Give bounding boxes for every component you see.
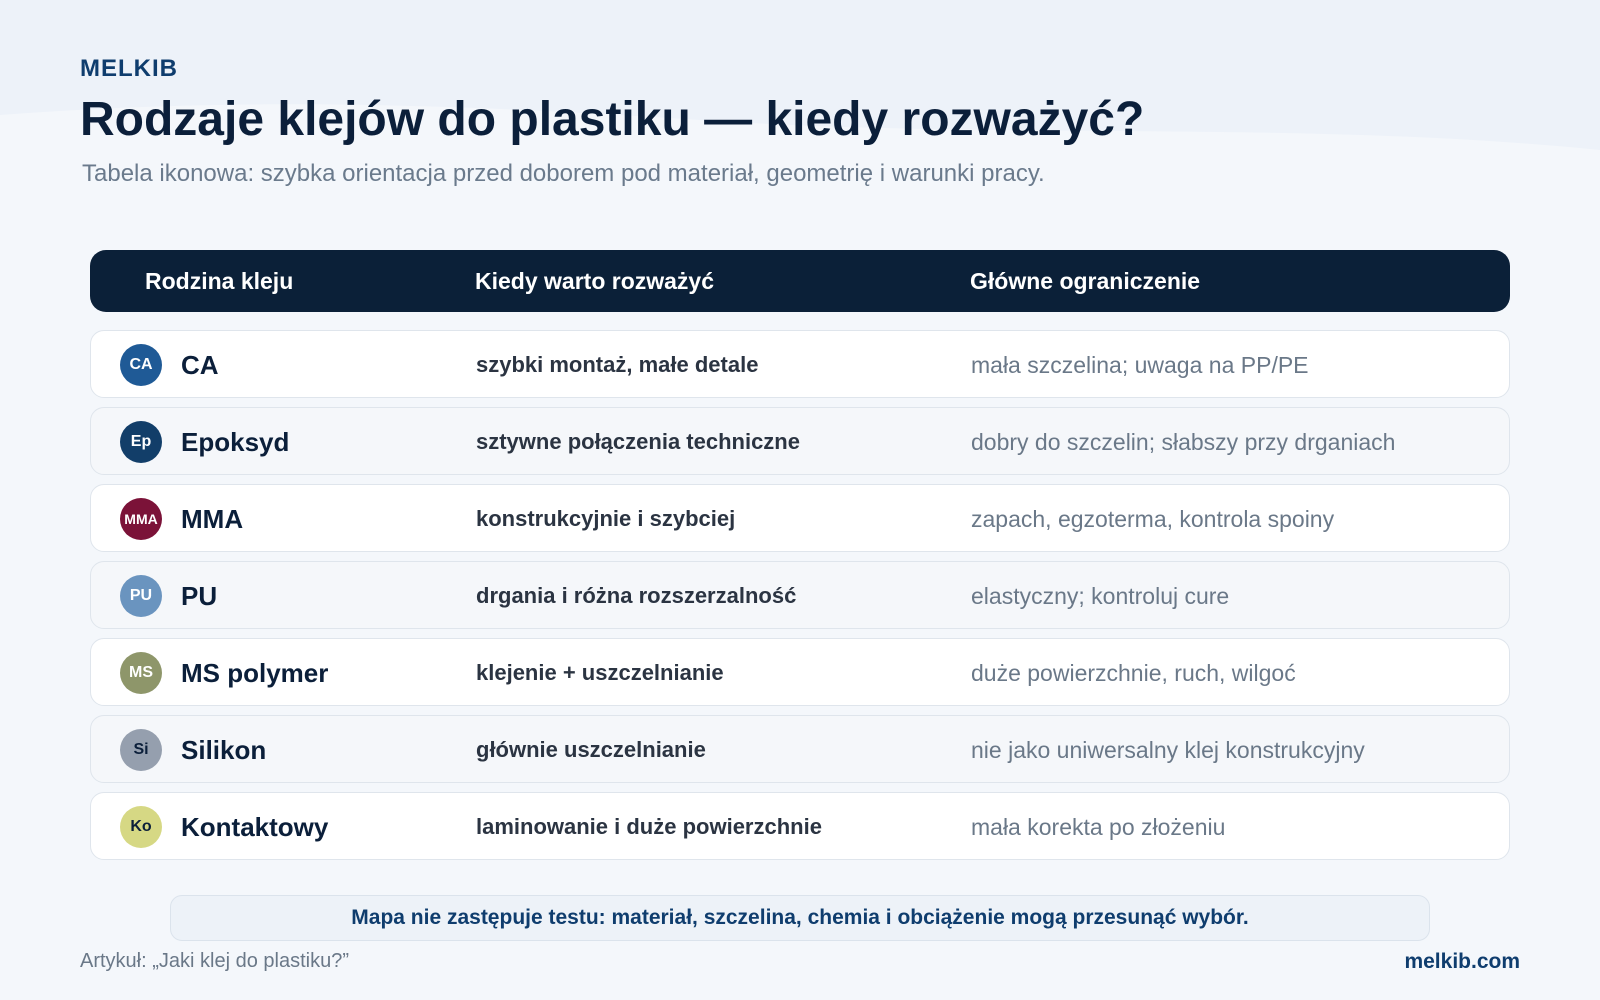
table-row (90, 330, 1510, 398)
when-to-consider: laminowanie i duże powierzchnie (476, 814, 822, 839)
family-name: MMA (181, 504, 244, 534)
table-row (90, 792, 1510, 860)
when-to-consider: klejenie + uszczelnianie (476, 660, 724, 685)
table-row (90, 407, 1510, 475)
table-row (90, 638, 1510, 706)
family-name: Silikon (181, 735, 267, 765)
page-title: Rodzaje klejów do plastiku — kiedy rozważyć? (80, 93, 1145, 146)
family-badge-icon: MMA (120, 498, 162, 540)
family-name: Epoksyd (181, 427, 290, 457)
family-badge-icon: Ko (120, 806, 162, 848)
site-link[interactable]: melkib.com (1404, 950, 1520, 973)
table-header (90, 250, 1510, 312)
family-name: PU (181, 581, 218, 611)
table-row (90, 561, 1510, 629)
when-to-consider: konstrukcyjnie i szybciej (476, 506, 736, 531)
article-reference: Artykuł: „Jaki klej do plastiku?” (80, 950, 349, 972)
main-limitation: elastyczny; kontroluj cure (971, 583, 1230, 609)
family-badge-icon: Si (120, 729, 162, 771)
main-limitation: zapach, egzoterma, kontrola spoiny (971, 506, 1335, 532)
column-header-when: Kiedy warto rozważyć (475, 268, 715, 294)
family-badge-icon: CA (120, 344, 162, 386)
when-to-consider: głównie uszczelnianie (476, 737, 706, 762)
table-row (90, 484, 1510, 552)
brand-name: MELKIB (80, 55, 178, 82)
page-subtitle: Tabela ikonowa: szybka orientacja przed doborem pod materiał, geometrię i warunki pracy. (82, 160, 1045, 187)
family-badge-icon: MS (120, 652, 162, 694)
when-to-consider: sztywne połączenia techniczne (476, 429, 800, 454)
column-header-family: Rodzina kleju (145, 268, 294, 294)
family-name: MS polymer (181, 658, 329, 688)
main-limitation: nie jako uniwersalny klej konstrukcyjny (971, 737, 1365, 763)
column-header-limit: Główne ograniczenie (970, 268, 1201, 294)
family-badge-icon: Ep (120, 421, 162, 463)
disclaimer-note: Mapa nie zastępuje testu: materiał, szczelina, chemia i obciążenie mogą przesunąć wybór. (170, 895, 1430, 941)
main-limitation: duże powierzchnie, ruch, wilgoć (971, 660, 1296, 686)
main-limitation: mała korekta po złożeniu (971, 814, 1226, 840)
family-name: Kontaktowy (181, 812, 329, 842)
family-badge-icon: PU (120, 575, 162, 617)
when-to-consider: drgania i różna rozszerzalność (476, 583, 797, 608)
when-to-consider: szybki montaż, małe detale (476, 352, 759, 377)
main-limitation: mała szczelina; uwaga na PP/PE (971, 352, 1309, 378)
main-limitation: dobry do szczelin; słabszy przy drganiach (971, 429, 1396, 455)
family-name: CA (181, 350, 219, 380)
table-row (90, 715, 1510, 783)
